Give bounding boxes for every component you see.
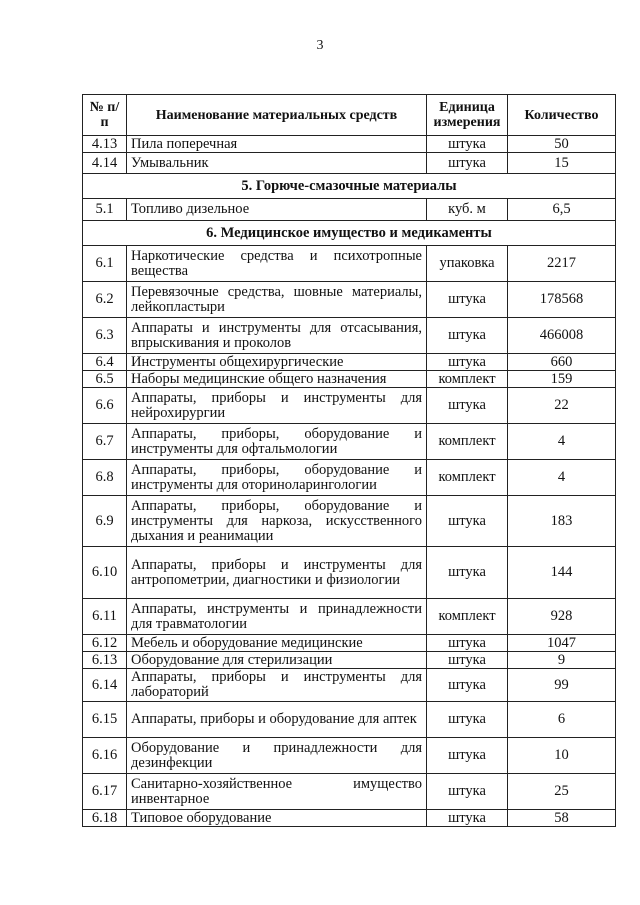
header-unit: Единица измерения xyxy=(427,95,508,136)
table-row xyxy=(83,810,616,827)
cell-name: Оборудование для стерилизации xyxy=(127,652,427,669)
cell-num: 6.1 xyxy=(83,246,127,282)
cell-qty: 159 xyxy=(508,371,616,388)
cell-unit: комплект xyxy=(427,460,508,496)
cell-unit: штука xyxy=(427,738,508,774)
section-title: 5. Горюче-смазочные материалы xyxy=(83,174,616,199)
cell-name: Аппараты, приборы и инструменты для антропометрии, диагностики и физиологии xyxy=(127,547,427,599)
cell-unit: штука xyxy=(427,669,508,702)
materials-table xyxy=(82,94,616,827)
table-row xyxy=(83,738,616,774)
cell-num: 6.9 xyxy=(83,496,127,547)
cell-qty: 660 xyxy=(508,354,616,371)
cell-name: Инструменты общехирургические xyxy=(127,354,427,371)
cell-unit: штука xyxy=(427,153,508,174)
cell-qty: 1047 xyxy=(508,635,616,652)
cell-name: Пила поперечная xyxy=(127,136,427,153)
cell-unit: штука xyxy=(427,282,508,318)
header-qty: Количество xyxy=(508,95,616,136)
section-row xyxy=(83,221,616,246)
cell-unit: штука xyxy=(427,702,508,738)
cell-num: 6.5 xyxy=(83,371,127,388)
cell-name: Аппараты, приборы, оборудование и инструменты для наркоза, искусственного дыхания и реанимации xyxy=(127,496,427,547)
cell-qty: 99 xyxy=(508,669,616,702)
cell-name: Аппараты, приборы и инструменты для лабораторий xyxy=(127,669,427,702)
cell-unit: упаковка xyxy=(427,246,508,282)
cell-unit: комплект xyxy=(427,599,508,635)
cell-num: 6.4 xyxy=(83,354,127,371)
cell-name: Аппараты и инструменты для отсасывания, впрыскивания и проколов xyxy=(127,318,427,354)
cell-num: 6.13 xyxy=(83,652,127,669)
table-row xyxy=(83,199,616,221)
section-row xyxy=(83,174,616,199)
cell-num: 4.14 xyxy=(83,153,127,174)
cell-unit: комплект xyxy=(427,371,508,388)
cell-unit: штука xyxy=(427,136,508,153)
cell-num: 6.3 xyxy=(83,318,127,354)
cell-num: 6.8 xyxy=(83,460,127,496)
cell-qty: 25 xyxy=(508,774,616,810)
cell-name: Аппараты, инструменты и принадлежности для травматологии xyxy=(127,599,427,635)
cell-unit: штука xyxy=(427,388,508,424)
header-name: Наименование материальных средств xyxy=(127,95,427,136)
cell-unit: комплект xyxy=(427,424,508,460)
cell-qty: 9 xyxy=(508,652,616,669)
cell-name: Типовое оборудование xyxy=(127,810,427,827)
cell-name: Санитарно-хозяйственное имущество инвентарное xyxy=(127,774,427,810)
cell-qty: 466008 xyxy=(508,318,616,354)
cell-unit: штука xyxy=(427,354,508,371)
cell-name: Оборудование и принадлежности для дезинфекции xyxy=(127,738,427,774)
cell-name: Перевязочные средства, шовные материалы, лейкопластыри xyxy=(127,282,427,318)
cell-unit: штука xyxy=(427,810,508,827)
cell-name: Аппараты, приборы, оборудование и инструменты для офтальмологии xyxy=(127,424,427,460)
cell-qty: 4 xyxy=(508,460,616,496)
table-row xyxy=(83,774,616,810)
cell-unit: штука xyxy=(427,318,508,354)
table-row xyxy=(83,153,616,174)
table-row xyxy=(83,635,616,652)
page-number: 3 xyxy=(316,38,324,53)
cell-num: 6.11 xyxy=(83,599,127,635)
cell-qty: 928 xyxy=(508,599,616,635)
cell-num: 6.14 xyxy=(83,669,127,702)
table-row xyxy=(83,136,616,153)
cell-qty: 178568 xyxy=(508,282,616,318)
cell-num: 6.18 xyxy=(83,810,127,827)
table-row xyxy=(83,282,616,318)
cell-name: Топливо дизельное xyxy=(127,199,427,221)
cell-unit: штука xyxy=(427,652,508,669)
cell-qty: 4 xyxy=(508,424,616,460)
table-row xyxy=(83,460,616,496)
cell-num: 6.15 xyxy=(83,702,127,738)
cell-name: Наркотические средства и психотропные вещества xyxy=(127,246,427,282)
table-row xyxy=(83,318,616,354)
table-row xyxy=(83,424,616,460)
table-row xyxy=(83,354,616,371)
table-row xyxy=(83,599,616,635)
cell-num: 6.7 xyxy=(83,424,127,460)
cell-unit: штука xyxy=(427,547,508,599)
cell-qty: 22 xyxy=(508,388,616,424)
cell-num: 6.2 xyxy=(83,282,127,318)
cell-name: Аппараты, приборы и инструменты для нейрохирургии xyxy=(127,388,427,424)
cell-num: 6.6 xyxy=(83,388,127,424)
cell-name: Аппараты, приборы, оборудование и инструменты для оториноларингологии xyxy=(127,460,427,496)
table-header-row xyxy=(83,95,616,136)
cell-num: 6.10 xyxy=(83,547,127,599)
cell-num: 6.16 xyxy=(83,738,127,774)
cell-num: 5.1 xyxy=(83,199,127,221)
cell-unit: штука xyxy=(427,496,508,547)
table-body xyxy=(83,136,616,827)
cell-num: 4.13 xyxy=(83,136,127,153)
cell-qty: 183 xyxy=(508,496,616,547)
cell-unit: куб. м xyxy=(427,199,508,221)
cell-qty: 144 xyxy=(508,547,616,599)
header-num: № п/п xyxy=(83,95,127,136)
cell-qty: 50 xyxy=(508,136,616,153)
table-row xyxy=(83,371,616,388)
cell-name: Мебель и оборудование медицинские xyxy=(127,635,427,652)
cell-name: Наборы медицинские общего назначения xyxy=(127,371,427,388)
table-row xyxy=(83,702,616,738)
cell-qty: 2217 xyxy=(508,246,616,282)
cell-unit: штука xyxy=(427,774,508,810)
cell-num: 6.12 xyxy=(83,635,127,652)
cell-qty: 6,5 xyxy=(508,199,616,221)
table-row xyxy=(83,652,616,669)
cell-qty: 6 xyxy=(508,702,616,738)
table-row xyxy=(83,246,616,282)
cell-qty: 10 xyxy=(508,738,616,774)
section-title: 6. Медицинское имущество и медикаменты xyxy=(83,221,616,246)
cell-name: Умывальник xyxy=(127,153,427,174)
cell-qty: 58 xyxy=(508,810,616,827)
table-row xyxy=(83,496,616,547)
cell-qty: 15 xyxy=(508,153,616,174)
table-row xyxy=(83,547,616,599)
cell-num: 6.17 xyxy=(83,774,127,810)
cell-unit: штука xyxy=(427,635,508,652)
cell-name: Аппараты, приборы и оборудование для аптек xyxy=(127,702,427,738)
table-row xyxy=(83,669,616,702)
table-row xyxy=(83,388,616,424)
